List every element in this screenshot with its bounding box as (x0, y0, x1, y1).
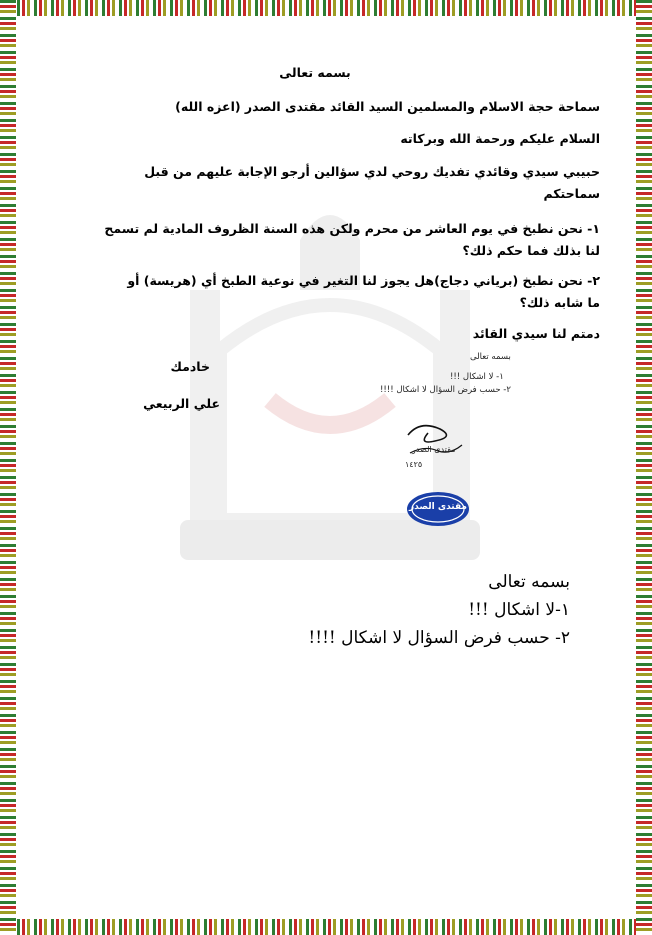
decorative-border-left (0, 0, 16, 935)
question-1-line1: ١- نحن نطبخ في يوم العاشر من محرم ولكن هذه السنة الظروف المادية لم تسمح (104, 221, 600, 236)
letter-intro-line1: حبيبي سيدي وقائدي تفديك روحي لدي سؤالين أرجو الإجابة عليهم من قبل (144, 164, 600, 179)
signature-name: مقتدى الصدر (412, 445, 456, 454)
letter-servant: خادمك (170, 359, 210, 374)
question-2-line1: ٢- نحن نطبخ (برياني دجاج)هل يجوز لنا التغير في نوعية الطبخ أي (هريسة) أو (127, 273, 600, 288)
reply-basmala: بسمه تعالى (488, 572, 570, 592)
signature-date: ١٤٢٥ (405, 460, 423, 469)
letter-intro-line2: سماحتكم (543, 186, 600, 201)
handwritten-answer-2: ٢- حسب فرض السؤال لا اشكال !!!! (380, 385, 511, 395)
question-2-line2: ما شابه ذلك؟ (519, 295, 600, 310)
official-seal (405, 490, 471, 528)
letter-sender: علي الربيعي (143, 396, 220, 411)
question-1-line2: لنا بذلك فما حكم ذلك؟ (462, 243, 600, 258)
decorative-border-right (636, 0, 652, 935)
handwritten-basmala: بسمه تعالى (470, 352, 511, 362)
decorative-border-bottom (0, 919, 652, 935)
seal-text: مقتدى الصدر (408, 502, 468, 512)
letter-greeting: السلام عليكم ورحمة الله وبركاته (400, 131, 600, 146)
letter-basmala: بسمه تعالى (279, 65, 351, 80)
reply-answer-1: ١-لا اشكال !!! (468, 600, 570, 620)
letter-closing: دمتم لنا سيدي القائد (472, 326, 600, 341)
letter-addressee: سماحة حجة الاسلام والمسلمين السيد القائد مقتدى الصدر (اعزه الله) (175, 99, 600, 114)
reply-answer-2: ٢- حسب فرض السؤال لا اشكال !!!! (308, 628, 570, 648)
handwritten-answer-1: ١- لا اشكال !!! (450, 372, 504, 382)
decorative-border-top (0, 0, 652, 16)
